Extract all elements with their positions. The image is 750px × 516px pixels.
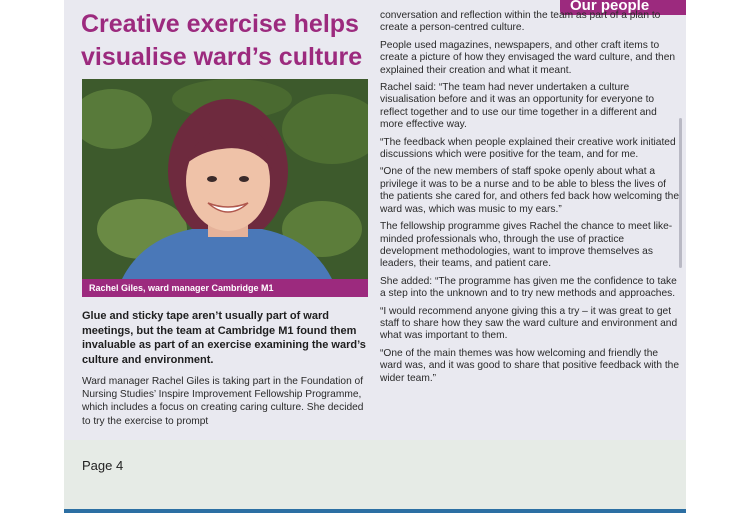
left-paragraph: Ward manager Rachel Giles is taking part in the Foundation of Nursing Studies’ Inspire Improvement Fellowship Programme, which includes a focus on creating caring culture. She decided to try the exercise to prompt: [82, 376, 364, 427]
right-column: [380, 10, 680, 390]
title-line-2: visualise ward’s culture: [81, 43, 363, 71]
right-paragraph: conversation and reflection within the team as part of a plan to create a person-centred culture.: [380, 10, 661, 34]
section-tab: Our people: [560, 0, 686, 15]
right-paragraph: She added: “The programme has given me the confidence to take a step into the unknown and to try new methods and approaches.: [380, 275, 677, 300]
title-line-1: Creative exercise helps: [81, 10, 359, 38]
page-number: Page 4: [82, 458, 124, 473]
right-paragraph: “One of the new members of staff spoke openly about what a privilege it was to be a nurse and to be able to bless the lives of the patients she cared for, and others fed back how welcoming the ward was, which was music to my ears.”: [380, 166, 680, 215]
scrollbar[interactable]: [679, 118, 682, 268]
portrait-illustration: [82, 79, 368, 279]
portrait-photo: [82, 79, 368, 279]
right-paragraph: Rachel said: “The team had never undertaken a culture visualisation before and it was an opportunity for everyone to reflect together and to use our time together in a different and more effective way.: [380, 82, 657, 131]
bottom-rule: [64, 509, 686, 513]
right-paragraph: People used magazines, newspapers, and other craft items to create a picture of how they envisaged the ward culture, and then explained their creation and what it meant.: [380, 39, 676, 76]
article-title: [81, 8, 371, 74]
right-paragraph: “I would recommend anyone giving this a try – it was great to get staff to share how they saw the ward culture and environment and what was important to them.: [380, 305, 678, 342]
page-footer: [64, 440, 686, 510]
right-paragraph: “The feedback when people explained their creative work initiated discussions which were positive for the team, and for me.: [380, 136, 676, 161]
right-paragraph: The fellowship programme gives Rachel the chance to meet like-minded professionals who, through the use of practice development methodologies, want to improve themselves as leaders, their teams, and patient care.: [380, 221, 673, 270]
right-paragraph: “One of the main themes was how welcoming and friendly the ward was, and it was good to share that positive feedback with the wider team.”: [380, 347, 680, 384]
photo-caption: Rachel Giles, ward manager Cambridge M1: [82, 279, 368, 297]
article-lead: Glue and sticky tape aren’t usually part of ward meetings, but the team at Cambridge M1 found them invaluable as part of an exercise examining the ward’s culture and environment.: [82, 310, 366, 366]
